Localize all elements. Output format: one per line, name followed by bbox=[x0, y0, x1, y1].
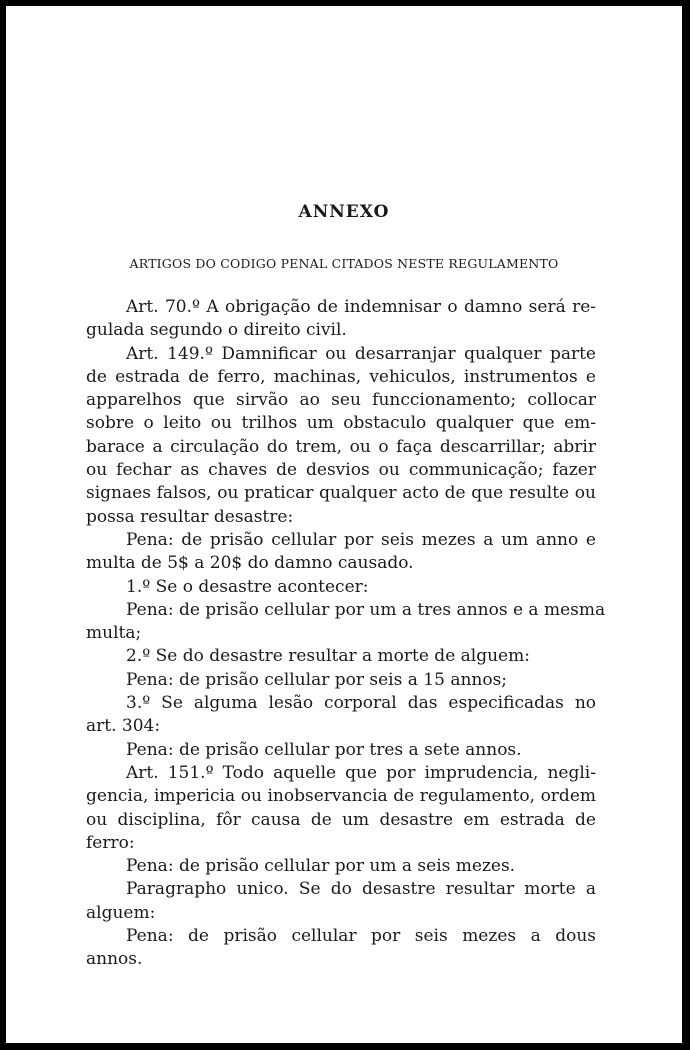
text-line: 3.º Se alguma lesão corporal das especificadas no bbox=[126, 693, 596, 714]
text-line: gulada segundo o direito civil. bbox=[86, 320, 347, 341]
text-line: Pena: de prisão cellular por seis a 15 annos; bbox=[126, 669, 508, 690]
text-line: Pena: de prisão cellular por tres a sete annos. bbox=[126, 739, 522, 760]
text-line: Art. 149.º Damnificar ou desarranjar qualquer parte bbox=[126, 343, 596, 364]
text-line: Art. 70.º A obrigação de indemnisar o damno será re- bbox=[126, 297, 596, 317]
text-line: sobre o leito ou trilhos um obstaculo qualquer que em- bbox=[86, 413, 596, 434]
document-page bbox=[6, 6, 682, 1043]
text-line: Art. 151.º Todo aquelle que por imprudencia, negli- bbox=[126, 762, 596, 783]
text-line: apparelhos que sirvão ao seu funccionamento; collocar bbox=[86, 390, 596, 411]
text-line: art. 304: bbox=[86, 716, 161, 737]
text-line: gencia, impericia ou inobservancia de regulamento, ordem bbox=[86, 786, 596, 807]
text-line: 1.º Se o desastre acontecer: bbox=[126, 576, 369, 597]
text-line: Paragrapho unico. Se do desastre resultar morte a bbox=[126, 879, 596, 900]
page-subtitle: ARTIGOS DO CODIGO PENAL CITADOS NESTE REGULAMENTO bbox=[129, 256, 559, 271]
text-line: ou fechar as chaves de desvios ou communicação; fazer bbox=[86, 460, 596, 481]
text-line: possa resultar desastre: bbox=[86, 506, 294, 527]
page-title: ANNEXO bbox=[298, 202, 390, 222]
text-line: annos. bbox=[86, 949, 143, 970]
text-line: signaes falsos, ou praticar qualquer acto de que resulte ou bbox=[86, 483, 596, 504]
text-line: ou disciplina, fôr causa de um desastre em estrada de bbox=[86, 809, 596, 830]
text-line: Pena: de prisão cellular por seis mezes a dous bbox=[126, 926, 596, 947]
text-line: Pena: de prisão cellular por seis mezes a um anno e bbox=[126, 529, 596, 550]
text-line: alguem: bbox=[86, 902, 156, 923]
text-line: multa de 5$ a 20$ do damno causado. bbox=[86, 553, 414, 574]
text-line: Pena: de prisão cellular por um a seis mezes. bbox=[126, 856, 516, 877]
text-line: barace a circulação do trem, ou o faça descarrillar; abrir bbox=[86, 436, 596, 457]
body-text bbox=[86, 296, 606, 972]
text-line: multa; bbox=[86, 623, 142, 644]
text-line: 2.º Se do desastre resultar a morte de alguem: bbox=[126, 646, 530, 667]
text-line: ferro: bbox=[86, 832, 135, 853]
text-line: de estrada de ferro, machinas, vehiculos, instrumentos e bbox=[86, 366, 596, 387]
text-line: Pena: de prisão cellular por um a tres annos e a mesma bbox=[126, 599, 606, 620]
